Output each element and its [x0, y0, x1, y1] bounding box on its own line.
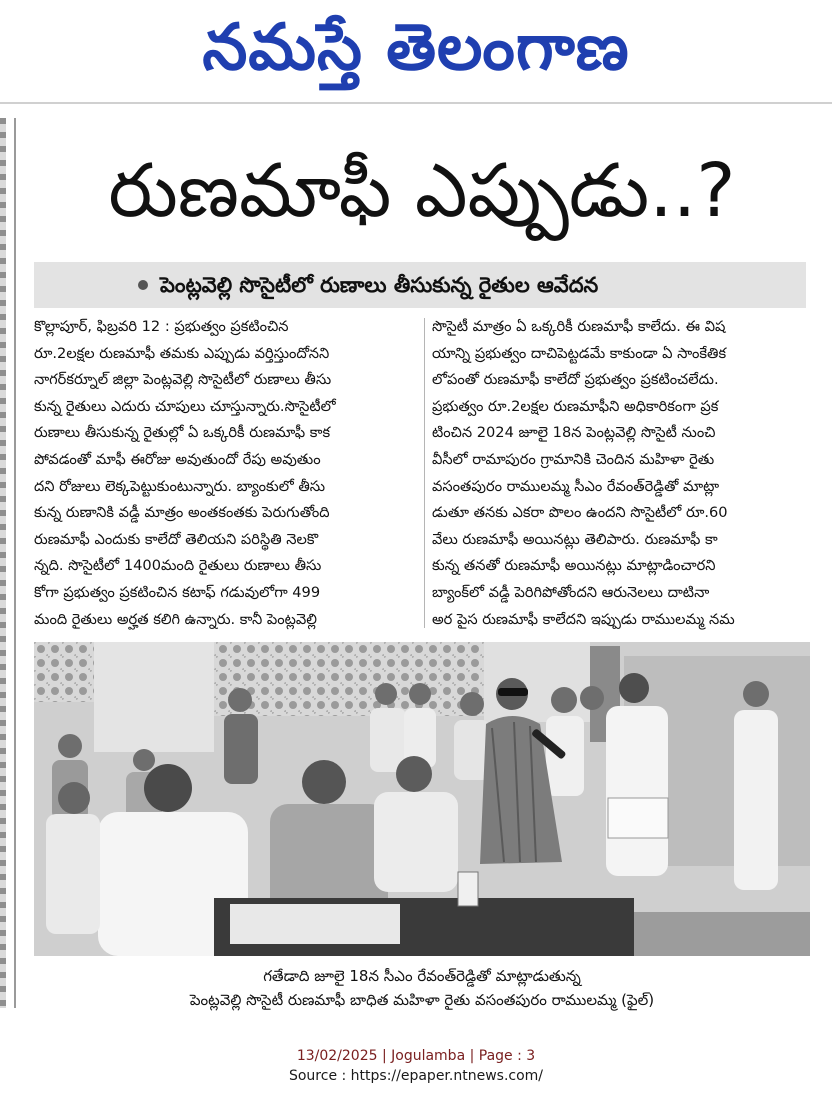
article-photo — [34, 642, 810, 956]
text-line: నాగర్‌కర్నూల్ జిల్లా పెంట్లవెల్లి సొసైటీలో రుణాలు తీసు — [34, 371, 332, 389]
epaper-footer — [0, 1046, 832, 1086]
text-line: పోవడంతో మాఫీ ఈరోజు అవుతుందో రేపు అవుతుం — [34, 450, 321, 468]
text-line: వీసీలో రామాపురం గ్రామానికి చెందిన మహిళా రైతు — [432, 450, 715, 468]
newspaper-logo: నమస్తే తెలంగాణ — [202, 11, 630, 85]
text-line: డుతూ తనకు ఎకరా పొలం ఉందని సొసైటీలో రూ.60 — [432, 504, 728, 522]
text-line: బ్యాంక్‌లో వడ్డీ పెరిగిపోతోందని ఆరునెలలు దాటినా — [432, 583, 710, 601]
text-line: రుణాలు తీసుకున్న రైతుల్లో ఏ ఒక్కరికీ రుణమాఫీ కాక — [34, 424, 331, 442]
article-subhead: పెంట్లవెల్లి సొసైటీలో రుణాలు తీసుకున్న రైతుల ఆవేదన — [160, 273, 599, 297]
text-line: వసంతపురం రాములమ్మ సీఎం రేవంత్‌రెడ్డితో మాట్లా — [432, 477, 720, 495]
bullet-icon — [138, 280, 148, 290]
masthead-divider — [0, 102, 832, 104]
text-line: కున్న తనతో రుణమాఫీ అయినట్లు మాట్లాడించారని — [432, 557, 716, 575]
text-line: కోగా ప్రభుత్వం ప్రకటించిన కటాఫ్ గడువులోగా 499 — [34, 583, 321, 601]
text-line: వేలు రుణమాఫీ అయినట్లు తెలిపారు. రుణమాఫీ కా — [432, 530, 718, 548]
text-line: కొల్లాపూర్, ఫిబ్రవరి 12 : ప్రభుత్వం ప్రకటించిన — [34, 318, 289, 335]
subhead-bar — [34, 262, 806, 308]
text-line: ప్రభుత్వం రూ.2లక్షల రుణమాఫీని అధికారికంగా ప్రక — [432, 397, 719, 415]
text-line: యాన్ని ప్రభుత్వం దాచిపెట్టడమే కాకుండా ఏ సాంకేతిక — [432, 344, 727, 362]
caption-line: గతేడాది జూలై 18న సీఎం రేవంత్‌రెడ్డితో మాట్లాడుతున్న — [263, 967, 581, 985]
adjacent-clipping-edge — [0, 118, 6, 1008]
text-line: కున్న రైతులు ఎదురు చూపులు చూస్తున్నారు.సొసైటీలో — [34, 397, 336, 415]
text-line: కున్న రుణానికి వడ్డీ మాత్రం అంతకంతకు పెరుగుతోంది — [34, 504, 330, 522]
edition-info: 13/02/2025 | Jogulamba | Page : 3 — [296, 1048, 536, 1064]
photo-caption — [34, 964, 810, 1012]
source-link[interactable]: Source : https://epaper.ntnews.com/ — [288, 1068, 544, 1084]
text-line: రుణమాఫీ ఎందుకు కాలేదో తెలియని పరిస్థితి నెలకొ — [34, 530, 319, 548]
text-line: రూ.2లక్షల రుణమాఫీ తమకు ఎప్పుడు వర్తిస్తుందోనని — [34, 344, 330, 362]
news-article — [34, 118, 810, 1010]
article-column-right — [432, 314, 810, 633]
text-line: దని రోజులు లెక్కపెట్టుకుంటున్నారు. బ్యాంకులో తీసు — [34, 477, 326, 495]
text-line: మంది రైతులు అర్హత కలిగి ఉన్నారు. కానీ పెంట్లవెల్లి — [34, 610, 317, 628]
article-column-left — [34, 314, 418, 633]
article-headline: రుణమాఫీ ఎప్పుడు..? — [108, 148, 736, 234]
masthead — [0, 0, 832, 104]
text-line: లోపంతో రుణమాఫీ కాలేదో ప్రభుత్వం ప్రకటించలేదు. — [432, 371, 719, 389]
adjacent-clipping-border — [14, 118, 16, 1008]
text-line: న్నది. సొసైటీలో 1400మంది రైతులు రుణాలు తీసు — [34, 557, 322, 575]
text-line: అర పైస రుణమాఫీ కాలేదని ఇప్పుడు రాములమ్మ నమ — [432, 610, 735, 628]
text-line: సొసైటీ మాత్రం ఏ ఒక్కరికీ రుణమాఫీ కాలేదు. ఈ విష — [432, 318, 726, 335]
text-line: టించిన 2024 జూలై 18న పెంట్లవెల్లి సొసైటీ నుంచి — [432, 424, 716, 442]
column-divider — [424, 318, 425, 628]
caption-line: పెంట్లవెల్లి సొసైటీ రుణమాఫీ బాధిత మహిళా రైతు వసంతపురం రాములమ్మ (ఫైల్) — [189, 991, 655, 1009]
meeting-photo-illustration — [34, 642, 810, 956]
